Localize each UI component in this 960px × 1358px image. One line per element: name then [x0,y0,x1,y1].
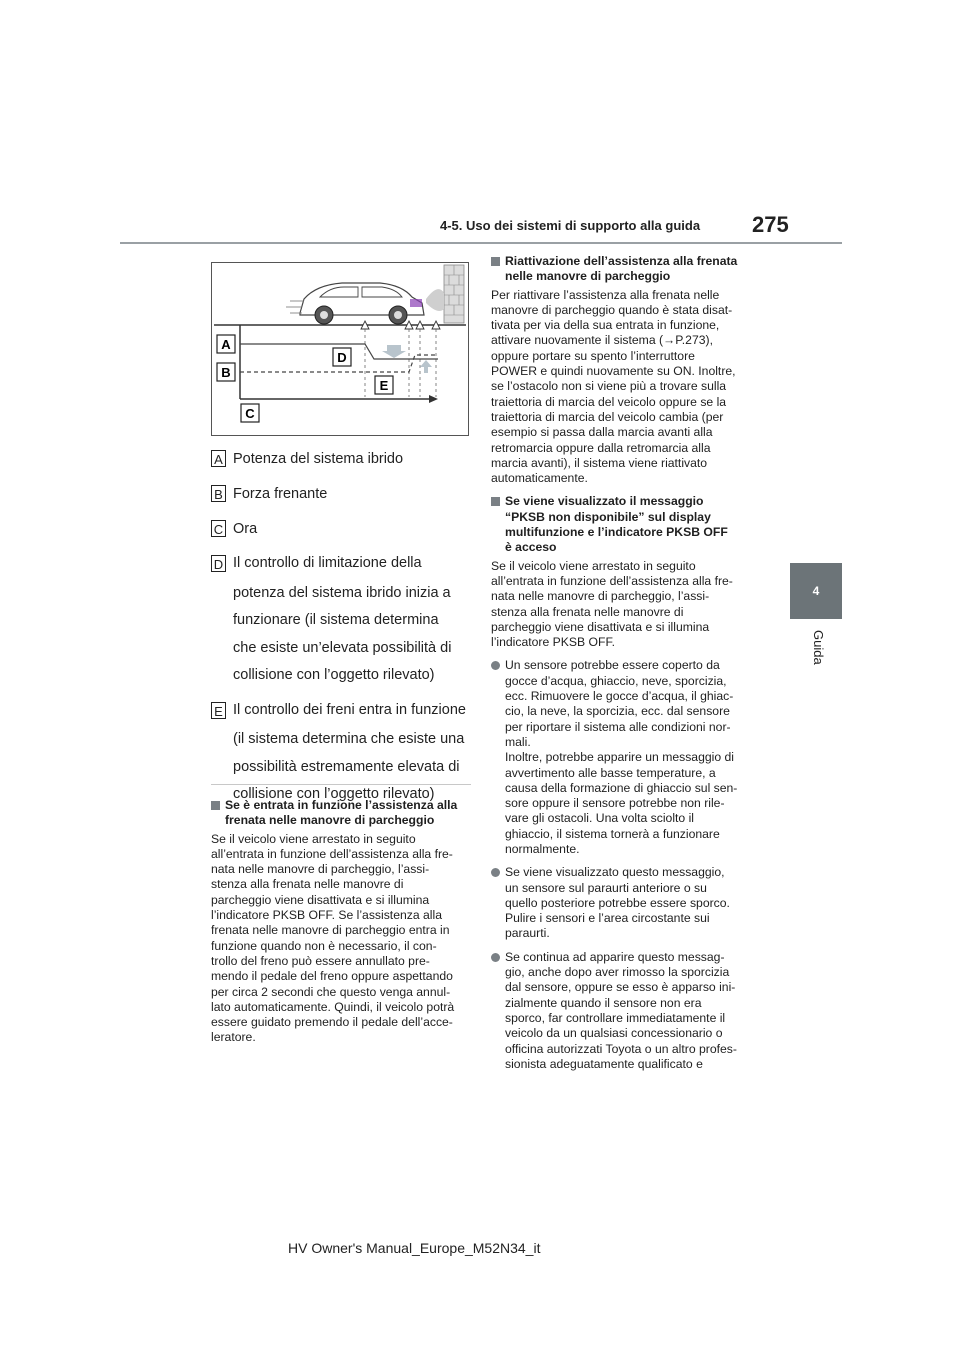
heading-line: Se viene visualizzato il messaggio [505,494,704,509]
body-line: nata nelle manovre di parcheggio, l’assi- [491,589,710,604]
round-bullet-icon [491,953,500,962]
legend-key: C [211,520,226,537]
svg-text:B: B [221,365,231,380]
legend-item-b [211,481,471,507]
body-line: traiettoria di marcia del veicolo oppure se la [491,394,727,409]
body-line: se l’ostacolo non si viene più a trovare sulla [491,379,727,394]
body-line: gio, anche dopo aver rimosso la sporcizia [505,965,730,980]
legend-item-a [211,446,471,472]
section-heading [211,798,471,829]
legend-text-line: Il controllo dei freni entra in funzione [233,701,466,718]
heading-line: frenata nelle manovre di parcheggio [225,813,435,828]
body-line: officina autorizzati Toyota o un altro profes- [505,1041,737,1056]
body-line: sionista adeguatamente qualificato e [505,1056,703,1071]
body-line: stenza alla frenata nelle manovre di [211,877,404,892]
body-line: per circa 2 secondi che questo venga annul- [211,984,451,999]
bullet-item [491,658,753,857]
body-line: per riportare il sistema alle condizioni nor- [505,719,731,734]
body-line: tivata per via della sua entrata in funzione, [491,318,720,333]
svg-text:E: E [379,378,389,393]
body-line: Inoltre, potrebbe apparire un messaggio di [505,750,734,765]
body-line: marcia avanti), il sistema viene riattivato [491,455,708,470]
sensor-wave-icon [426,289,444,311]
legend-key: A [211,450,226,467]
section-body [211,832,471,1046]
right-column [491,254,753,1080]
body-line: sporco, far controllare immediatamente il [505,1010,726,1025]
body-line: l’indicatore PKSB OFF. [491,635,615,650]
pksb-timing-diagram [211,262,469,436]
legend-text-line: potenza del sistema ibrido inizia a [233,584,451,601]
body-line: all’entrata in funzione dell’assistenza alla fre- [211,846,453,861]
body-line: gocce d’acqua, ghiaccio, neve, sporcizia, [505,673,727,688]
body-line: essere guidato premendo il pedale dell’acce- [211,1015,453,1030]
figure-label-e [375,376,393,394]
diagram-graphic [212,263,468,435]
body-line: avvertimento alle basse temperature, a [505,765,716,780]
legend-text-line: possibilità estremamente elevata di [233,758,460,775]
legend-text-line: che esiste un’elevata possibilità di [233,639,452,656]
body-line: automaticamente. [491,471,588,486]
body-line: paraurti. [505,926,550,941]
section-heading [491,494,753,555]
round-bullet-icon [491,661,500,670]
chapter-tab-label: Guida [811,630,826,665]
heading-line: Se è entrata in funzione l’assistenza alla [225,798,458,812]
left-column [211,798,471,1054]
bullet-item [491,950,753,1072]
legend-item-e [211,698,471,808]
section-heading [491,254,753,285]
body-line: Se continua ad apparire questo messag- [505,949,725,964]
legend-text-line: funzionare (il sistema determina [233,612,439,628]
heading-line: è acceso [505,540,557,555]
body-line: veicolo da un qualsiasi concessionario o [505,1026,723,1041]
wall-icon [444,265,464,323]
body-line: Per riattivare l’assistenza alla frenata nelle [491,287,720,302]
body-line: Se viene visualizzato questo messaggio, [505,865,725,880]
body-line: traiettoria di marcia del veicolo cambia (per [491,409,724,424]
body-line: parcheggio viene disattivata e si illumina [211,892,430,907]
body-line: zialmente quando il sensore non era [505,995,702,1010]
legend-item-d [211,551,471,689]
body-line: mendo il pedale del freno oppure aspettando [211,969,453,984]
body-line: esempio si passa dalla marcia avanti alla [491,425,713,440]
legend-text-line: collisione con l’oggetto rilevato) [233,786,435,802]
heading-line: multifunzione e l’indicatore PKSB OFF [505,525,728,540]
round-bullet-icon [491,868,500,877]
figure-label-d [333,348,351,366]
legend-text: Forza frenante [233,486,328,502]
bullet-item [491,865,753,941]
figure-label-b [217,363,235,381]
section-body [491,288,753,487]
heading-line: “PKSB non disponibile” sul display [505,509,711,524]
legend-text-line: collisione con l’oggetto rilevato) [233,667,435,683]
page-reference-link[interactable]: attivare nuovamente il sistema (→P.273), [491,333,713,348]
header-divider [120,242,842,244]
time-axis-arrow-icon [429,395,438,403]
body-line: frenata nelle manovre di parcheggio entra in [211,923,450,938]
body-line: leratore. [211,1030,256,1045]
legend-key: B [211,485,226,502]
svg-text:C: C [245,406,255,421]
figure-legend [211,446,471,817]
figure-label-c [241,404,259,422]
section-divider [211,784,471,785]
legend-key: E [211,702,226,719]
body-line: normalmente. [505,841,580,856]
body-line: trollo del freno può essere annullato pre- [211,953,430,968]
legend-key: D [211,555,226,572]
section-header-title: 4-5. Uso dei sistemi di supporto alla guida [440,218,701,233]
chapter-tab[interactable]: 4 [790,563,842,619]
svg-text:A: A [221,337,231,352]
body-line: Pulire i sensori e l’area circostante sui [505,911,710,926]
body-line: dal sensore, oppure se esso è apparso ini- [505,980,736,995]
body-line: Se il veicolo viene arrestato in seguito [491,558,696,573]
legend-text-line: (il sistema determina che esiste una [233,731,465,747]
increase-arrow-icon [420,360,432,373]
body-line: cio, la neve, la sporcizia, ecc. dal sensore [505,704,730,719]
body-line: POWER e quindi nuovamente su ON. Inoltre, [491,364,736,379]
page-number: 275 [752,212,789,237]
body-line: sore oppure il sensore potrebbe non rile- [505,796,725,811]
body-line: Un sensore potrebbe essere coperto da [505,658,720,673]
svg-text:D: D [337,350,347,365]
body-line: Se il veicolo viene arrestato in seguito [211,831,416,846]
body-line: causa della formazione di ghiaccio sul sen- [505,780,738,795]
body-line: all’entrata in funzione dell’assistenza alla fre- [491,573,733,588]
legend-text: Ora [233,521,258,537]
body-line: quello posteriore potrebbe essere sporco. [505,895,730,910]
body-line: ghiaccio, il sistema tornerà a funzionare [505,826,720,841]
legend-text: Potenza del sistema ibrido [233,451,404,467]
body-line: manovre di parcheggio quando è stata disat- [491,302,733,317]
heading-line: Riattivazione dell’assistenza alla frenata [505,254,738,268]
footer-manual-id: HV Owner's Manual_Europe_M52N34_it [288,1240,541,1256]
body-line: retromarcia oppure dalla retromarcia alla [491,440,711,455]
legend-item-c [211,516,471,542]
body-line: ecc. Rimuovere le gocce d’acqua, il ghiac- [505,689,734,704]
car-icon [286,283,424,324]
square-bullet-icon [491,257,500,266]
body-line: funzione quando non è necessario, il con- [211,938,437,953]
decrease-arrow-icon [382,345,406,358]
body-line: nata nelle manovre di parcheggio, l’assi- [211,862,430,877]
body-line: oppure portare su spento l’interruttore [491,348,695,363]
figure-label-a [217,335,235,353]
legend-text-line: Il controllo di limitazione della [233,555,422,571]
body-line: parcheggio viene disattivata e si illumina [491,619,710,634]
heading-line: nelle manovre di parcheggio [505,269,671,284]
body-line: lato automaticamente. Quindi, il veicolo potrà [211,999,455,1014]
section-body [491,559,753,651]
body-line: un sensore sul paraurti anteriore o su [505,880,707,895]
body-line: l’indicatore PKSB OFF. Se l’assistenza alla [211,908,442,923]
body-line: mali. [505,734,531,749]
square-bullet-icon [211,801,220,810]
square-bullet-icon [491,497,500,506]
body-line: stenza alla frenata nelle manovre di [491,604,684,619]
body-line: vare gli ostacoli. Una volta sciolto il [505,811,694,826]
